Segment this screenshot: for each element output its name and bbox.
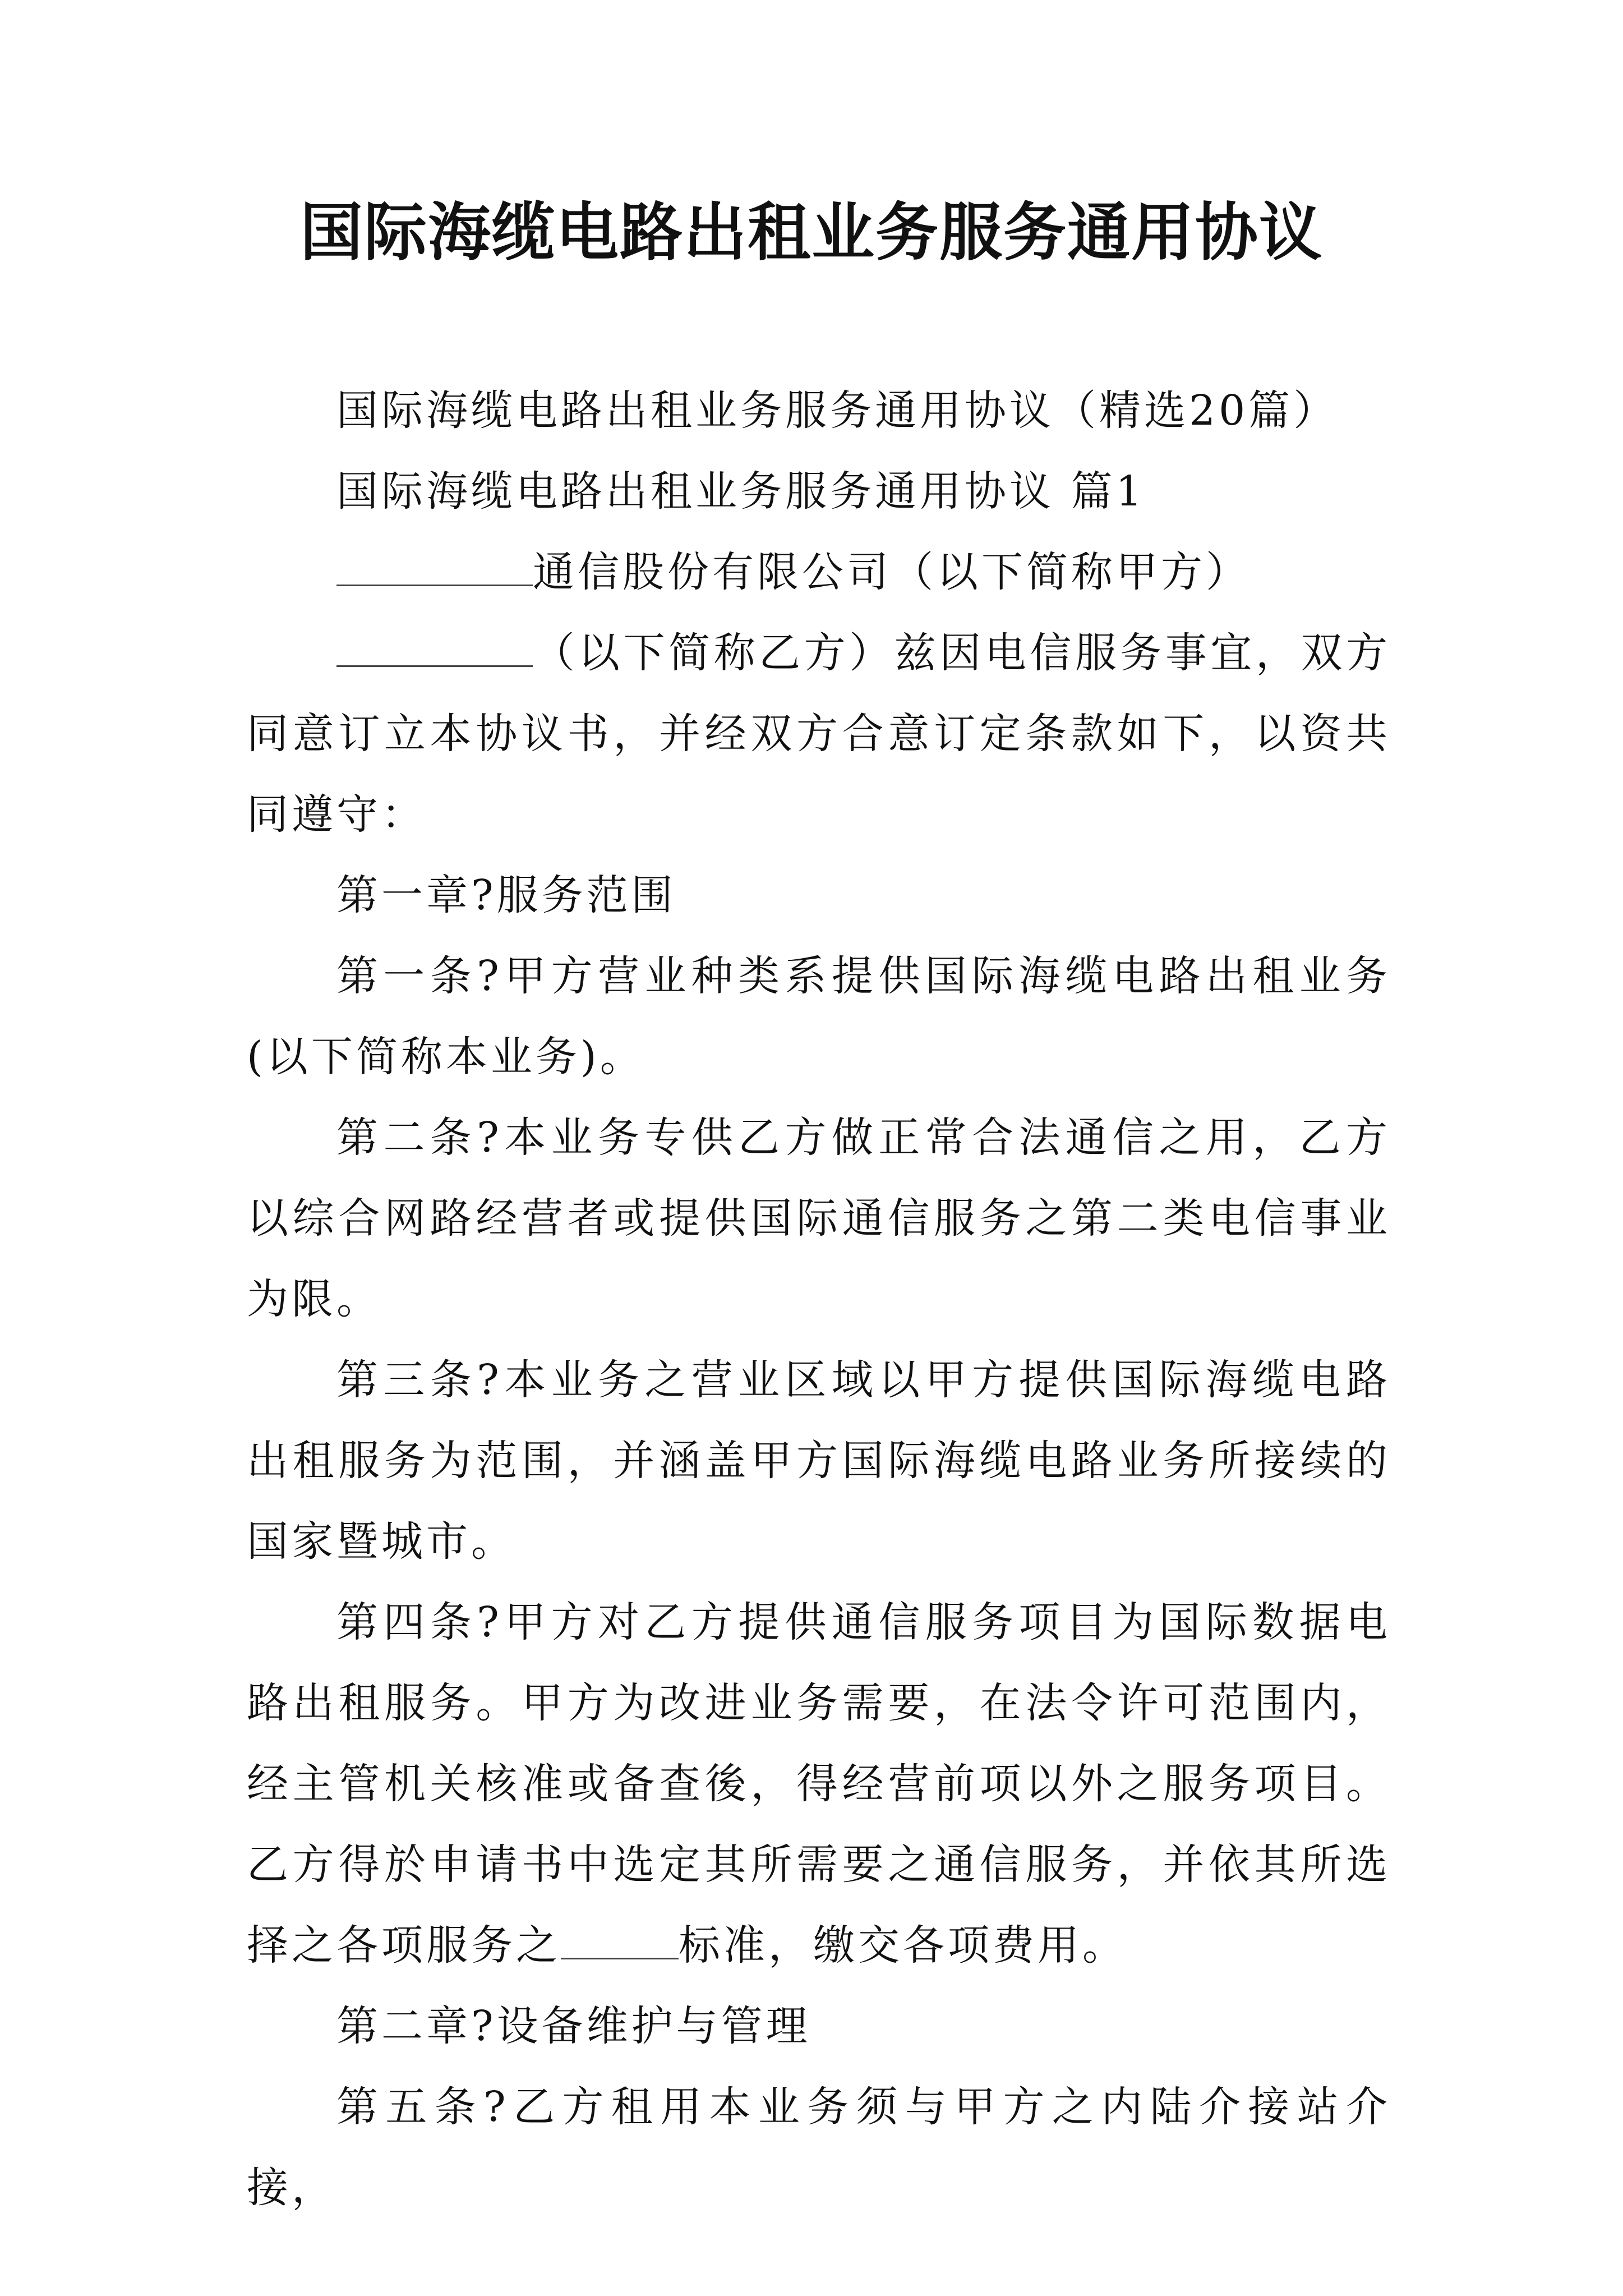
paragraph	[247, 613, 1391, 855]
paragraph-text: 标准，缴交各项费用。	[679, 1921, 1127, 1970]
paragraph-text: 第四条?甲方对乙方提供通信服务项目为国际数据电路出租服务。甲方为改进业务需要，在法令许可范围内，经主管机关核准或备查後，得经营前项以外之服务项目。乙方得於申请书中选定其所需要之通信服务，并依其所选择之各项服务之	[247, 1598, 1391, 1970]
document-title: 国际海缆电路出租业务服务通用协议	[300, 196, 1323, 269]
fill-in-blank	[336, 626, 533, 667]
paragraph-text: （以下简称乙方）兹因电信服务事宜，双方同意订立本协议书，并经双方合意订定条款如下，以资共同遵守：	[247, 629, 1391, 839]
paragraph: 国际海缆电路出租业务服务通用协议 篇1	[336, 467, 1146, 516]
section-heading: 第一章?服务范围	[336, 871, 676, 919]
fill-in-blank	[561, 1918, 679, 1959]
paragraph	[247, 532, 1391, 613]
fill-in-blank	[336, 545, 533, 586]
paragraph: 第五条?乙方租用本业务须与甲方之内陆介接站介接，	[247, 2083, 1391, 2212]
paragraph-text: 通信股份有限公司（以下简称甲方）	[533, 548, 1251, 596]
paragraph: 第三条?本业务之营业区域以甲方提供国际海缆电路出租服务为范围，并涵盖甲方国际海缆电路业务所接续的国家暨城市。	[247, 1356, 1391, 1566]
document-body	[247, 370, 1391, 2228]
paragraph: 第二条?本业务专供乙方做正常合法通信之用，乙方以综合网路经营者或提供国际通信服务之第二类电信事业为限。	[247, 1114, 1391, 1323]
paragraph: 第一条?甲方营业种类系提供国际海缆电路出租业务(以下简称本业务)。	[247, 952, 1391, 1081]
section-heading: 第二章?设备维护与管理	[336, 2002, 811, 2050]
paragraph	[247, 1582, 1391, 1986]
paragraph: 国际海缆电路出租业务服务通用协议（精选20篇）	[336, 386, 1339, 435]
